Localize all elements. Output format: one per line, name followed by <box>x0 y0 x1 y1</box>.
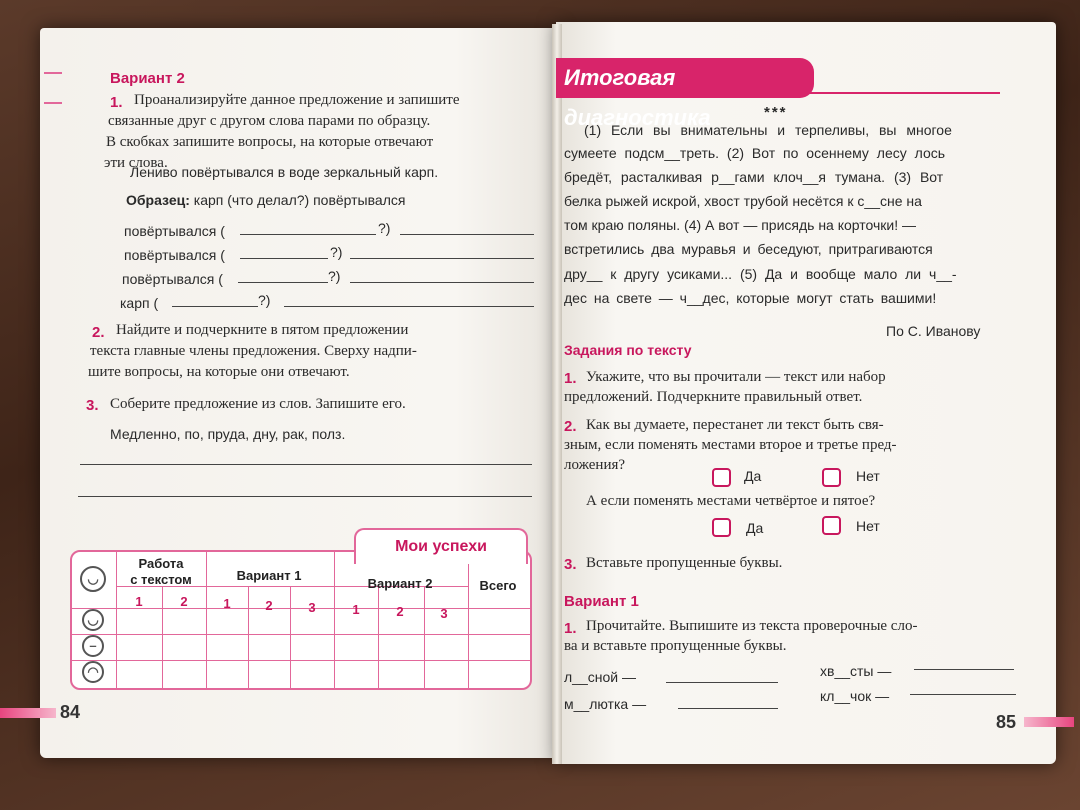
task-1-line: Проанализируйте данное предложение и запишите <box>134 92 460 108</box>
answer-line[interactable] <box>400 234 534 235</box>
answer-line[interactable] <box>914 669 1014 670</box>
passage-line: белка рыжей искрой, хвост трубой несётся к с__сне на <box>564 193 922 209</box>
fill-blank[interactable] <box>240 258 328 259</box>
r-task-1-line: предложений. Подчеркните правильный ответ. <box>564 389 863 405</box>
r-task-2-line: Как вы думаете, перестанет ли текст быть свя- <box>586 417 884 433</box>
passage-line: сумеете подсм__треть. (2) Вот по осеннему лесу лось <box>564 145 946 161</box>
r-task-1-line: Укажите, что вы прочитали — текст или набор <box>586 369 886 385</box>
task-3-text: Соберите предложение из слов. Запишите его. <box>110 396 406 412</box>
word-fill: хв__сты — <box>820 663 892 679</box>
column-number: 3 <box>308 600 316 615</box>
answer-line[interactable] <box>666 682 778 683</box>
answer-line[interactable] <box>78 496 532 497</box>
column-number: 1 <box>135 594 143 609</box>
task-2-line: текста главные члены предложения. Сверху надпи- <box>90 343 417 359</box>
margin-mark <box>44 72 62 74</box>
answer-line[interactable] <box>350 282 534 283</box>
passage-line: бредёт, расталкивая р__гами клоч__я тумана. (3) Вот <box>564 169 944 185</box>
page-number-85: 85 <box>996 712 1017 732</box>
page-bar-left <box>0 708 56 718</box>
task-1-line: В скобках запишите вопросы, на которые отвечают <box>106 134 434 150</box>
yes-label: Да <box>744 468 762 484</box>
page-bar-right <box>1024 717 1074 727</box>
answer-line[interactable] <box>80 464 532 465</box>
fill-blank[interactable] <box>238 282 328 283</box>
yes-checkbox-2[interactable] <box>712 518 731 537</box>
r-v1-task-1-number: 1. <box>564 620 577 637</box>
my-success-tab: Мои успехи <box>354 528 528 564</box>
task-1-line: связанные друг с другом слова парами по образцу. <box>108 113 431 129</box>
fill-row-close: ?) <box>258 292 271 308</box>
passage-line: встретились два муравья и беседуют, притрагиваются <box>564 241 933 257</box>
fill-row-close: ?) <box>378 220 391 236</box>
neutral-face-icon: – <box>82 635 104 657</box>
header-work-text: с текстом <box>130 572 192 587</box>
task-1-line: эти слова. <box>104 155 168 171</box>
sad-face-icon: ◠ <box>82 661 104 683</box>
banner-underline <box>800 92 1000 94</box>
answer-line[interactable] <box>678 708 778 709</box>
word-fill: м__лютка — <box>564 696 647 712</box>
fill-row-word: повёртывался ( <box>122 271 223 287</box>
column-number: 2 <box>396 604 404 619</box>
r-variant-1-title: Вариант 1 <box>564 593 639 610</box>
column-number: 1 <box>223 596 231 611</box>
passage-line: том краю поляны. (4) А вот — присядь на корточки! — <box>564 217 917 233</box>
no-label-2: Нет <box>856 518 880 534</box>
no-checkbox[interactable] <box>822 468 841 487</box>
r-task-3-number: 3. <box>564 556 577 573</box>
word-fill: л__сной — <box>564 669 636 685</box>
r-v1-line: ва и вставьте пропущенные буквы. <box>564 638 787 654</box>
column-number: 1 <box>352 602 360 617</box>
fill-row-word: повёртывался ( <box>124 223 225 239</box>
task-2-number: 2. <box>92 324 105 341</box>
task-2-line: шите вопросы, на которые они отвечают. <box>88 364 350 380</box>
sample-label: Образец: <box>126 192 190 208</box>
task-1-sentence: Лениво повёртывался в воде зеркальный карп. <box>130 164 439 180</box>
task-2-line: Найдите и подчеркните в пятом предложении <box>116 322 409 338</box>
header-variant-1: Вариант 1 <box>236 568 302 583</box>
passage-line: (1) Если вы внимательны и терпеливы, вы многое <box>584 122 952 138</box>
r-task-2-number: 2. <box>564 418 577 435</box>
book-spine <box>552 24 562 764</box>
variant-2-title: Вариант 2 <box>110 70 185 87</box>
header-work-text: Работа <box>138 556 184 571</box>
header-variant-2: Вариант 2 <box>367 576 433 591</box>
yes-label-2: Да <box>746 520 764 536</box>
fill-row-word: карп ( <box>120 295 159 311</box>
r-task-1-number: 1. <box>564 370 577 387</box>
r-task-2-line: зным, если поменять местами второе и третье пред- <box>564 437 897 453</box>
answer-line[interactable] <box>910 694 1016 695</box>
column-number: 2 <box>265 598 273 613</box>
task-1-number: 1. <box>110 94 123 111</box>
r-v1-line: Прочитайте. Выпишите из текста проверочные сло- <box>586 618 918 634</box>
margin-mark <box>44 102 62 104</box>
word-fill: кл__чок — <box>820 688 890 704</box>
passage-author: По С. Иванову <box>886 323 981 339</box>
task-3-number: 3. <box>86 397 99 414</box>
answer-line[interactable] <box>284 306 534 307</box>
tasks-on-text-title: Задания по тексту <box>564 342 692 358</box>
r-task-3-text: Вставьте пропущенные буквы. <box>586 555 783 571</box>
passage-line: дру__ к другу усиками... (5) Да и вообще мало ли ч__- <box>564 266 957 282</box>
fill-blank[interactable] <box>172 306 258 307</box>
column-number: 2 <box>180 594 188 609</box>
r-task-2b-text: А если поменять местами четвёртое и пятое? <box>586 493 876 509</box>
fill-blank[interactable] <box>240 234 376 235</box>
smile-face-icon: ◡ <box>80 566 106 592</box>
no-label: Нет <box>856 468 880 484</box>
passage-line: дес на свете — ч__дес, которые могут стать вашими! <box>564 290 937 306</box>
header-total: Всего <box>479 578 517 593</box>
answer-line[interactable] <box>350 258 534 259</box>
fill-row-close: ?) <box>330 244 343 260</box>
fill-row-close: ?) <box>328 268 341 284</box>
final-diagnostics-banner: Итоговая диагностика <box>556 58 814 98</box>
page-number-84: 84 <box>60 702 81 722</box>
yes-checkbox[interactable] <box>712 468 731 487</box>
sample-text: карп (что делал?) повёртывался <box>193 192 406 208</box>
task-3-words: Медленно, по, пруда, дну, рак, полз. <box>110 426 346 442</box>
r-task-2-line: ложения? <box>564 457 626 473</box>
no-checkbox-2[interactable] <box>822 516 841 535</box>
fill-row-word: повёртывался ( <box>124 247 225 263</box>
stars-separator: *** <box>764 104 788 121</box>
column-number: 3 <box>440 606 448 621</box>
happy-face-icon: ◡ <box>82 609 104 631</box>
